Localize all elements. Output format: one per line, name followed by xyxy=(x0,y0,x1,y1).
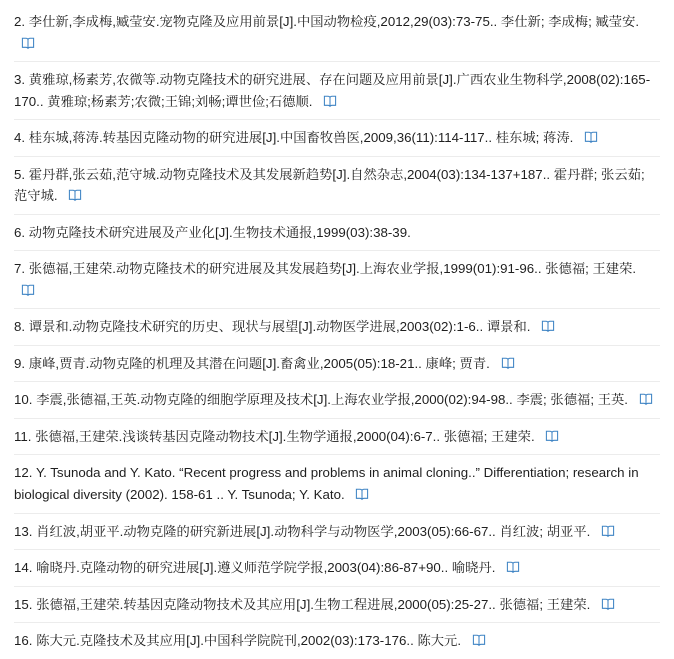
reference-index: 12. xyxy=(14,465,33,481)
book-icon[interactable] xyxy=(545,429,559,443)
reference-index: 14. xyxy=(14,560,33,576)
book-icon[interactable] xyxy=(323,94,337,108)
book-icon[interactable] xyxy=(21,36,35,50)
book-icon[interactable] xyxy=(506,560,520,574)
list-item[interactable] xyxy=(14,514,660,551)
reference-text: 张德福,王建荣.动物克隆技术的研究进展及其发展趋势[J].上海农业学报,1999(01):91-96.. 张德福; 王建荣. xyxy=(28,261,637,277)
book-icon[interactable] xyxy=(501,356,515,370)
list-item[interactable] xyxy=(14,346,660,383)
book-icon[interactable] xyxy=(355,487,369,501)
reference-text: 陈大元.克隆技术及其应用[J].中国科学院院刊,2002(03):173-176.. 陈大元. xyxy=(36,633,462,649)
reference-text: 张德福,王建荣.转基因克隆动物技术及其应用[J].生物工程进展,2000(05):25-27.. 张德福; 王建荣. xyxy=(36,596,591,612)
reference-index: 16. xyxy=(14,633,33,649)
book-icon[interactable] xyxy=(639,392,653,406)
reference-text: 肖红波,胡亚平.动物克隆的研究新进展[J].动物科学与动物医学,2003(05):66-67.. 肖红波; 胡亚平. xyxy=(36,523,591,539)
reference-text: 李仕新,李成梅,臧莹安.宠物克隆及应用前景[J].中国动物检疫,2012,29(03):73-75.. 李仕新; 李成梅; 臧莹安. xyxy=(28,14,640,29)
book-icon[interactable] xyxy=(472,633,486,647)
reference-text: 康峰,贾青.动物克隆的机理及其潜在问题[J].畜禽业,2005(05):18-21.. 康峰; 贾青. xyxy=(28,355,490,371)
reference-index: 6. xyxy=(14,224,26,240)
reference-index: 11. xyxy=(14,428,32,444)
reference-index: 13. xyxy=(14,523,33,539)
reference-index: 3. xyxy=(14,72,26,88)
list-item[interactable] xyxy=(14,251,660,309)
reference-index: 8. xyxy=(14,319,26,335)
reference-index: 7. xyxy=(14,261,26,277)
list-item[interactable] xyxy=(14,419,660,456)
reference-index: 5. xyxy=(14,166,26,182)
reference-text: 黄雅琼,杨素芳,农微等.动物克隆技术的研究进展、存在问题及应用前景[J].广西农业生物科学,2008(02):165-170.. 黄雅琼;杨素芳;农微;王锦;刘畅;谭世俭;石德顺. xyxy=(14,72,651,109)
list-item[interactable] xyxy=(14,215,660,252)
reference-index: 15. xyxy=(14,596,33,612)
reference-text: 动物克隆技术研究进展及产业化[J].生物技术通报,1999(03):38-39. xyxy=(28,224,411,240)
list-item[interactable] xyxy=(14,157,660,215)
list-item[interactable] xyxy=(14,62,660,120)
book-icon[interactable] xyxy=(68,188,82,202)
reference-text: Y. Tsunoda and Y. Kato. “Recent progress and problems in animal cloning..” Differentiation; research in biological diversity (2002). 158-61 .. Y. Tsunoda; Y. Kato. xyxy=(14,465,639,502)
list-item[interactable] xyxy=(14,587,660,624)
reference-index: 9. xyxy=(14,355,26,371)
list-item[interactable] xyxy=(14,120,660,157)
book-icon[interactable] xyxy=(584,130,598,144)
list-item[interactable] xyxy=(14,382,660,419)
reference-text: 喻晓丹.克隆动物的研究进展[J].遵义师范学院学报,2003(04):86-87+90.. 喻晓丹. xyxy=(36,560,496,576)
book-icon[interactable] xyxy=(601,597,615,611)
book-icon[interactable] xyxy=(601,524,615,538)
reference-text: 李震,张德福,王英.动物克隆的细胞学原理及技术[J].上海农业学报,2000(02):94-98.. 李震; 张德福; 王英. xyxy=(36,392,628,408)
reference-text: 霍丹群,张云茹,范守城.动物克隆技术及其发展新趋势[J].自然杂志,2004(03):134-137+187.. 霍丹群; 张云茹; 范守城. xyxy=(14,166,645,204)
list-item[interactable] xyxy=(14,623,660,659)
reference-text: 谭景和.动物克隆技术研究的历史、现状与展望[J].动物医学进展,2003(02):1-6.. 谭景和. xyxy=(28,319,531,335)
list-item[interactable] xyxy=(14,550,660,587)
book-icon[interactable] xyxy=(21,283,35,297)
book-icon[interactable] xyxy=(541,319,555,333)
reference-text: 桂东城,蒋涛.转基因克隆动物的研究进展[J].中国畜牧兽医,2009,36(11):114-117.. 桂东城; 蒋涛. xyxy=(28,130,574,146)
reference-index: 10. xyxy=(14,392,33,408)
list-item[interactable] xyxy=(14,309,660,346)
reference-index: 4. xyxy=(14,130,26,146)
reference-index: 2. xyxy=(14,14,26,29)
reference-text: 张德福,王建荣.浅谈转基因克隆动物技术[J].生物学通报,2000(04):6-7.. 张德福; 王建荣. xyxy=(35,428,535,444)
list-item[interactable] xyxy=(14,455,660,513)
list-item[interactable] xyxy=(14,4,660,62)
